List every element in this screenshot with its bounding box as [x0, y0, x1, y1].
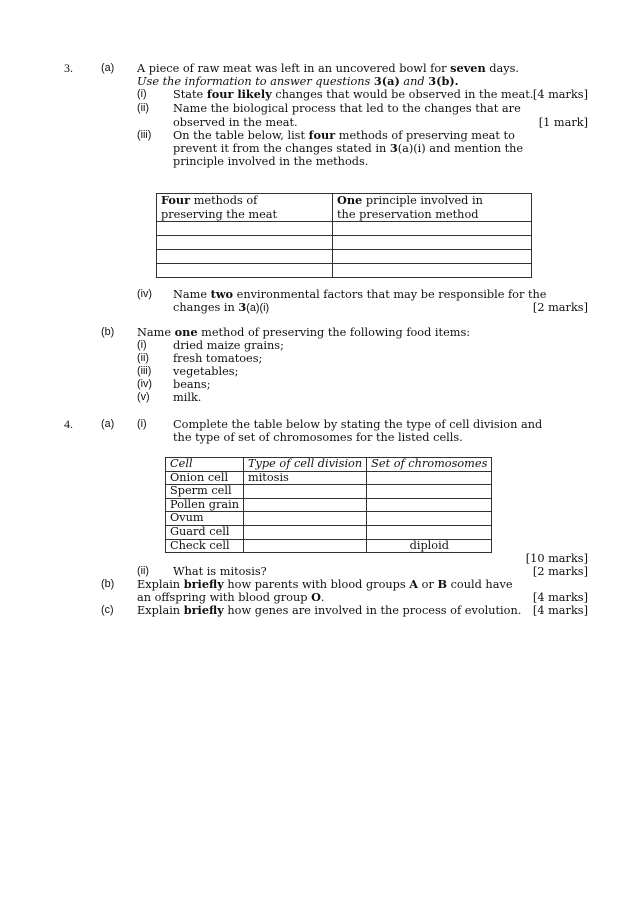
- q4a-label: (a): [101, 418, 115, 430]
- cell-name: Pollen grain: [166, 498, 244, 512]
- q3aii-marks: [1 mark]: [538, 116, 588, 129]
- method-cell[interactable]: [157, 236, 333, 250]
- q3aii-label: (ii): [137, 102, 149, 114]
- q3a-instruction: Use the information to answer questions 3(a) and 3(b).: [137, 74, 459, 88]
- table-row: [166, 498, 492, 512]
- division-type-cell[interactable]: [243, 498, 366, 512]
- q3aiii-label: (iii): [137, 129, 152, 141]
- q3ai-marks: [4 marks]: [532, 88, 588, 101]
- table-row: [166, 471, 492, 485]
- chromosome-set-cell[interactable]: diploid: [367, 539, 492, 553]
- cell-name: Check cell: [166, 539, 244, 553]
- q3b-text: Name one method of preserving the following food items:: [137, 325, 471, 339]
- q3b-item-label: (iv): [137, 378, 152, 390]
- table-header-row: [157, 194, 532, 222]
- q3a-label: (a): [101, 62, 115, 74]
- q3b-item-label: (v): [137, 391, 150, 403]
- table-header-row: [166, 458, 492, 472]
- q3b-item-text: milk.: [173, 391, 202, 404]
- preservation-principle-header: One principle involved in the preservation method: [333, 194, 532, 222]
- table-row: [166, 539, 492, 553]
- q4ai-label: (i): [137, 418, 147, 430]
- q3aiv-label: (iv): [137, 288, 152, 300]
- principle-cell[interactable]: [333, 222, 532, 236]
- q3aiii-line2: prevent it from the changes stated in 3(a)(i) and mention the: [173, 141, 524, 155]
- q4b-line1: Explain briefly how parents with blood groups A or B could have: [137, 577, 513, 591]
- q3ai-label: (i): [137, 88, 147, 100]
- principle-cell[interactable]: [333, 264, 532, 278]
- q4ai-line1: Complete the table below by stating the type of cell division and: [173, 418, 543, 431]
- division-type-cell[interactable]: [243, 512, 366, 526]
- cell-header: Cell: [166, 458, 244, 472]
- method-cell[interactable]: [157, 264, 333, 278]
- q3b-item-label: (ii): [137, 352, 149, 364]
- q4aii-marks: [2 marks]: [532, 565, 588, 578]
- cell-name: Sperm cell: [166, 485, 244, 499]
- q3b-item-text: beans;: [173, 378, 211, 391]
- question-3-number: 3.: [64, 61, 73, 75]
- chromosome-set-cell[interactable]: [367, 498, 492, 512]
- chromosome-set-cell[interactable]: [367, 525, 492, 539]
- q4aii-text: What is mitosis?: [173, 565, 267, 578]
- method-cell[interactable]: [157, 222, 333, 236]
- q4b-line2: an offspring with blood group O.: [137, 590, 325, 604]
- chromosome-set-cell[interactable]: [367, 471, 492, 485]
- q3b-item-label: (iii): [137, 365, 152, 377]
- q3aiv-line1: Name two environmental factors that may be responsible for the: [173, 287, 547, 301]
- q3b-item-text: dried maize grains;: [173, 339, 284, 352]
- q3a-intro: A piece of raw meat was left in an uncovered bowl for seven days.: [137, 61, 519, 75]
- q4c-marks: [4 marks]: [532, 604, 588, 617]
- division-type-cell[interactable]: [243, 525, 366, 539]
- chromosome-set-cell[interactable]: [367, 485, 492, 499]
- chromosome-set-header: Set of chromosomes: [367, 458, 492, 472]
- preservation-table: [156, 193, 532, 278]
- question-4-number: 4.: [64, 417, 73, 431]
- table-row: [166, 485, 492, 499]
- table-row: [157, 222, 532, 236]
- preservation-methods-header: Four methods of preserving the meat: [157, 194, 333, 222]
- division-type-cell[interactable]: mitosis: [243, 471, 366, 485]
- q3aii-text-line1: Name the biological process that led to the changes that are: [173, 102, 521, 115]
- q3aiii-line3: principle involved in the methods.: [173, 155, 369, 168]
- principle-cell[interactable]: [333, 236, 532, 250]
- q4ai-marks: [10 marks]: [525, 552, 588, 565]
- principle-cell[interactable]: [333, 250, 532, 264]
- q3b-label: (b): [101, 326, 115, 338]
- q4aii-label: (ii): [137, 565, 149, 577]
- division-type-header: Type of cell division: [243, 458, 366, 472]
- q4ai-line2: the type of set of chromosomes for the listed cells.: [173, 431, 463, 444]
- q3aiv-marks: [2 marks]: [532, 301, 588, 314]
- q3b-item-label: (i): [137, 339, 147, 351]
- q4b-marks: [4 marks]: [532, 591, 588, 604]
- method-cell[interactable]: [157, 250, 333, 264]
- q3aiv-line2: changes in 3(a)(i): [173, 300, 270, 314]
- q3b-item-text: fresh tomatoes;: [173, 352, 263, 365]
- table-row: [157, 250, 532, 264]
- q3aiii-line1: On the table below, list four methods of preserving meat to: [173, 128, 515, 142]
- table-row: [166, 525, 492, 539]
- q4c-text: Explain briefly how genes are involved in the process of evolution.: [137, 603, 522, 617]
- table-row: [157, 236, 532, 250]
- division-type-cell[interactable]: [243, 539, 366, 553]
- q4b-label: (b): [101, 578, 115, 590]
- cell-name: Onion cell: [166, 471, 244, 485]
- chromosome-set-cell[interactable]: [367, 512, 492, 526]
- table-row: [166, 512, 492, 526]
- cell-name: Guard cell: [166, 525, 244, 539]
- q3ai-text: State four likely changes that would be observed in the meat.: [173, 87, 534, 101]
- q3b-item-text: vegetables;: [173, 365, 239, 378]
- cell-division-table: [165, 457, 492, 553]
- q3aii-text-line2: observed in the meat.: [173, 116, 298, 129]
- q4c-label: (c): [101, 604, 114, 616]
- division-type-cell[interactable]: [243, 485, 366, 499]
- cell-name: Ovum: [166, 512, 244, 526]
- table-row: [157, 264, 532, 278]
